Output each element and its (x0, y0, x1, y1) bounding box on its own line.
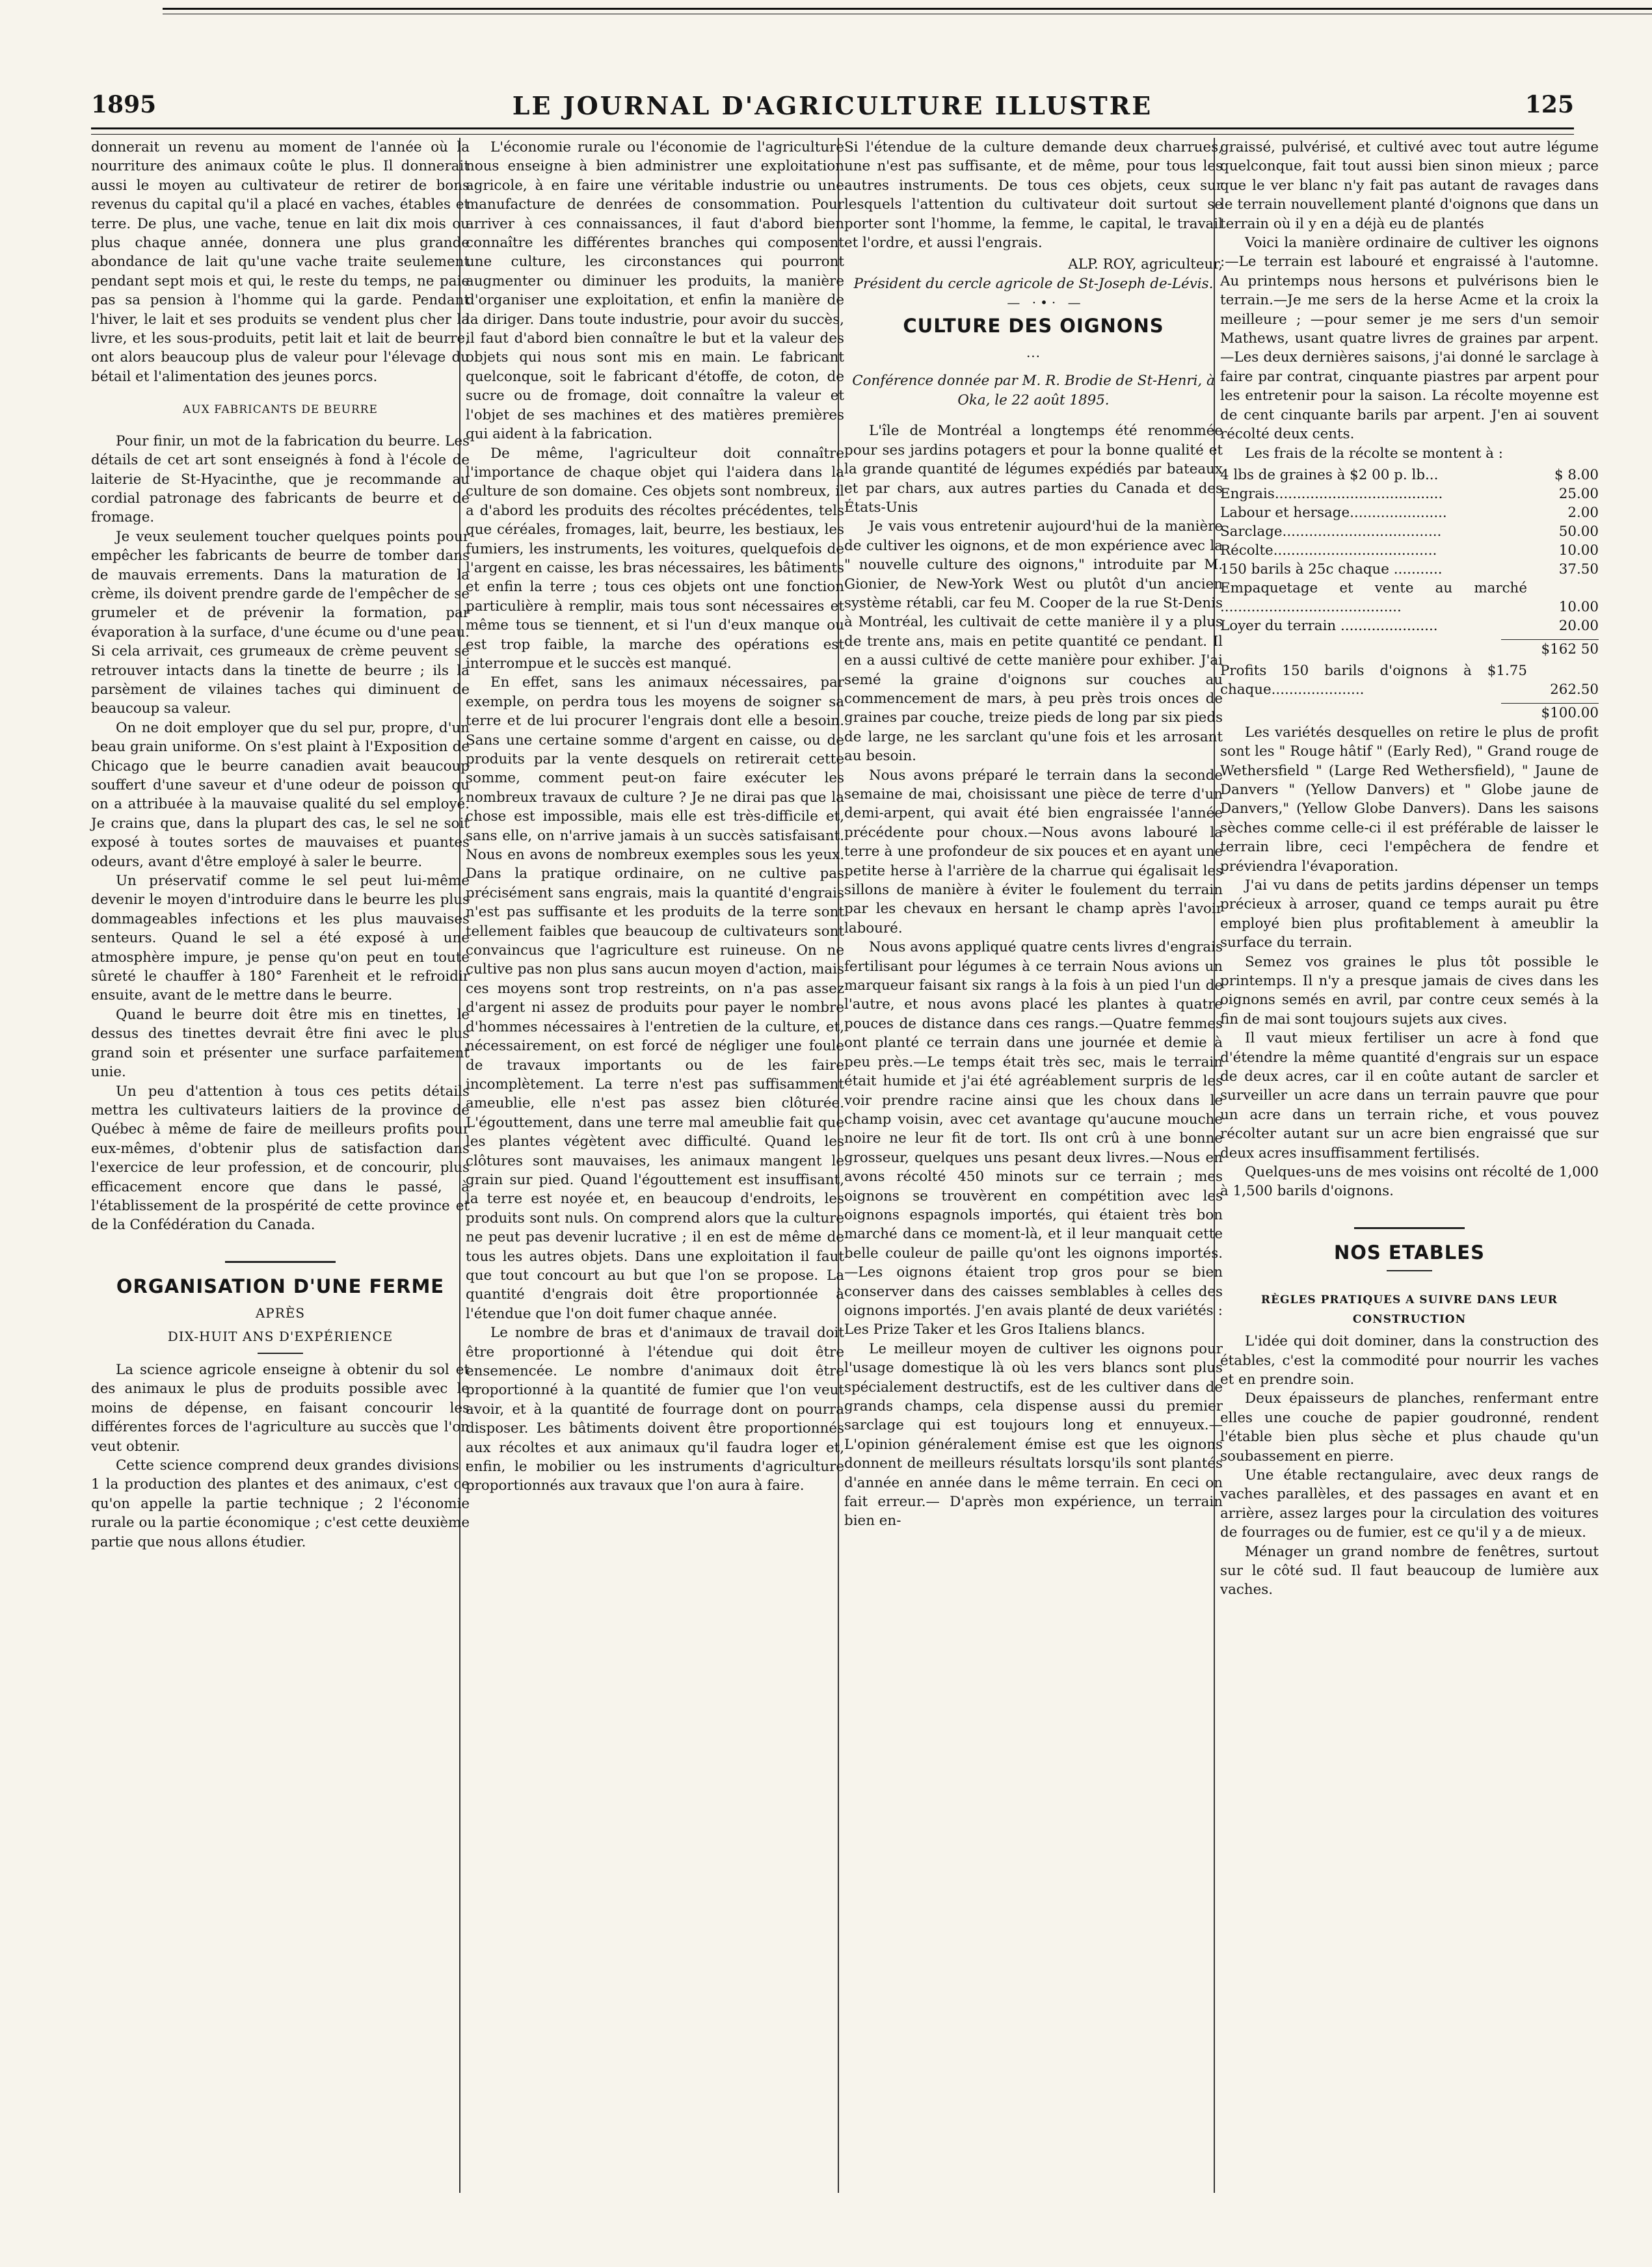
paragraph: Pour finir, un mot de la fabrication du beurre. Les détails de cet art sont enseignés à fond à l'école de laiterie de St-Hyacinthe, que je recommande au cordial patronage des fabricants de beurre et de fromage. (91, 432, 470, 526)
cost-label: Labour et hersage...................... (1220, 504, 1447, 521)
paragraph: Quelques-uns de mes voisins ont récolté de 1,000 à 1,500 barils d'oignons. (1220, 1164, 1599, 1200)
paragraph: J'ai vu dans de petits jardins dépenser un temps précieux à arroser, quand ce temps aurait pu être employé bien plus profitablement à ameublir la surface du terrain. (1220, 877, 1599, 951)
article-subheadline: RÈGLES PRATIQUES A SUIVRE DANS LEUR CONSTRUCTION (1260, 1293, 1558, 1326)
cost-label: Récolte..................................... (1220, 542, 1437, 559)
header-page-number: 125 (1525, 91, 1574, 118)
header-title: LE JOURNAL D'AGRICULTURE ILLUSTRE (512, 91, 1153, 120)
section-subhead: AUX FABRICANTS DE BEURRE (183, 403, 378, 417)
table-row (1220, 541, 1599, 560)
article-headline: ORGANISATION D'UNE FERME (116, 1275, 445, 1297)
table-row (1220, 484, 1599, 503)
article-headline: NOS ETABLES (1334, 1241, 1485, 1264)
net-total: $100.00 (1541, 705, 1599, 722)
paragraph: donnerait un revenu au moment de l'année où la nourriture des animaux coûte le plus. Il donnerait aussi le moyen au cultivateur de retirer de bons revenus du capital qu'il a placé en vaches, étables et terre. De plus, une vache, tenue en lait dix mois ou plus chaque année, donnera une plus grande abondance de lait qu'une vache traite seulement pendant sept mois et qui, le reste du temps, ne paie pas sa pension à l'homme qui la garde. Pendant l'hiver, le lait et ses produits se vendent plus cher la livre, et les sous-produits, petit lait et lait de beurre, ont alors beaucoup plus de valeur pour l'élevage du bétail et l'alimentation des jeunes porcs. (91, 139, 470, 385)
paragraph: Nous avons préparé le terrain dans la seconde semaine de mai, choisissant une pièce de terre d'un demi-arpent, qui avait été bien engraissée l'année précédente pour choux.—Nous avons labouré la terre à une profondeur de six pouces et en ayant une petite herse à l'arrière de la charrue qui égalisait les sillons de manière à éviter le foulement du terrain par les chevaux en hersant le champ après l'avoir labouré. (844, 767, 1223, 936)
cost-label: 4 lbs de graines à $2 00 p. lb... (1220, 466, 1439, 483)
paragraph: Il vaut mieux fertiliser un acre à fond que d'étendre la même quantité d'engrais sur un espace de deux acres, car il en coûte autant de sarcler et surveiller un acre dans un terrain pauvre que pour un acre dans un terrain riche, et vous pouvez récolter autant sur un acre bien engraissé que sur deux acres insuffisamment fertilisés. (1220, 1030, 1599, 1161)
paragraph: Le nombre de bras et d'animaux de travail doit être proportionné à l'étendue qui doit être ensemencée. Le nombre d'animaux doit être proportionné à la quantité de fumier que l'on veut avoir, et à la quantité de fourrage dont on pourra disposer. Les bâtiments doivent être proportionnés aux récoltes et aux animaux qu'il faudra loger et, enfin, le mobilier ou les instruments d'agriculture proportionnés aux travaux que l'on aura à faire. (466, 1325, 844, 1494)
cost-value: 50.00 (1558, 523, 1599, 540)
paragraph: Si l'étendue de la culture demande deux charrues, une n'est pas suffisante, et de même, pour tous les autres instruments. De tous ces objets, ceux sur lesquels l'attention du cultivateur doit surtout se porter sont l'homme, la femme, le capital, le travail et l'ordre, et aussi l'engrais. (844, 139, 1223, 252)
ornament-divider: — ·•· — (1007, 295, 1085, 311)
paragraph: Voici la manière ordinaire de cultiver les oignons :—Le terrain est labouré et engraissé à l'automne. Au printemps nous hersons et pulvérisons bien le terrain.—Je me sers de la herse Acme et la croix la meilleure ; —pour semer je me sers d'un semoir Mathews, usant quatre livres de graines par arpent.—Les deux dernières saisons, j'ai donné le sarclage à faire par contrat, cinquante piastres par arpent pour les entretenir pour la saison. La récolte moyenne est de cent cinquante barils par arpent. J'en ai souvent récolté deux cents. (1220, 235, 1599, 443)
cost-value: 10.00 (1558, 598, 1599, 615)
paragraph: Cette science comprend deux grandes divisions : 1 la production des plantes et des animaux, c'est ce qu'on appelle la partie technique ; 2 l'économie rurale ou la partie économique ; c'est cette deuxième partie que nous allons étudier. (91, 1457, 470, 1550)
cost-label: 150 barils à 25c chaque ........... (1220, 561, 1443, 577)
section-separator (1354, 1227, 1465, 1229)
column-3 (844, 138, 1223, 1531)
table-row (1220, 616, 1599, 635)
section-separator (225, 1261, 336, 1263)
paragraph: Le meilleur moyen de cultiver les oignons pour l'usage domestique là où les vers blancs sont plus spécialement destructifs, est de les cultiver dans de grands champs, cela dispense aussi du premier sarclage qui est toujours long et ennuyeux.—L'opinion généralement émise est que les oignons donnent de meilleurs résultats lorsqu'ils sont plantés d'année en année dans le même terrain. En ceci on fait erreur.— D'après mon expérience, un terrain bien en- (844, 1340, 1223, 1530)
signature-title: Président du cercle agricole de St-Joseph de-Lévis. (853, 275, 1214, 292)
table-row (1220, 503, 1599, 522)
table-row (1220, 560, 1599, 579)
cost-label: Engrais...................................... (1220, 485, 1443, 502)
paragraph: Quand le beurre doit être mis en tinettes, le dessus des tinettes devrait être fini avec le plus grand soin et présenter une surface parfaitement unie. (91, 1006, 470, 1081)
paragraph: Un peu d'attention à tous ces petits détails mettra les cultivateurs laitiers de la province de Québec à même de faire de meilleurs profits pour eux-mêmes, d'obtenir plus de satisfaction dans l'exercice de leur profession, et de concourir, plus efficacement encore que dans le passé, à l'établissement de la prospérité de cette province et de la Confédération du Canada. (91, 1083, 470, 1234)
column-1 (91, 138, 470, 1552)
article-byline: Conférence donnée par M. R. Brodie de St-Henri, à Oka, le 22 août 1895. (852, 373, 1215, 408)
column-4 (1220, 138, 1599, 1600)
paragraph: Les frais de la récolte se montent à : (1245, 445, 1503, 462)
paragraph: Je veux seulement toucher quelques points pour empêcher les fabricants de beurre de tomber dans de mauvais errements. Dans la maturation de la crème, ils doivent prendre garde de l'empêcher de se grumeler et de prévenir la formation, par évaporation à la surface, d'une écume ou d'une peau. Si cela arrivait, ces grumeaux de crème peuvent se retrouver intacts dans la tinette de beurre ; ils la parsèment de vilaines taches qui diminuent de beaucoup sa valeur. (91, 528, 470, 717)
signature-name: ALP. ROY, agriculteur, (1068, 256, 1223, 273)
header-rule (91, 127, 1574, 135)
paragraph: L'île de Montréal a longtemps été renommée pour ses jardins potagers et pour la bonne qualité et la grande quantité de légumes expédiés par bateaux et par chars, aux autres parties du Canada et des États-Unis (844, 423, 1223, 516)
profit-label: Profits 150 barils d'oignons à $1.75 chaque..................... (1220, 663, 1527, 698)
paragraph: graissé, pulvérisé, et cultivé avec tout autre légume quelconque, fait tout aussi bien sinon mieux ; parce que le ver blanc n'y fait pas autant de ravages dans le terrain nouvellement planté d'oignons que dans un terrain où il y en a déjà eu de plantés (1220, 139, 1599, 232)
paragraph: En effet, sans les animaux nécessaires, par exemple, on perdra tous les moyens de soigner sa terre et de lui procurer l'engrais dont elle a besoin. Sans une certaine somme d'argent en caisse, ou de produits par la vente desquels on retirerait cette somme, comment peut-on faire exécuter les nombreux travaux de culture ? Je ne dirai pas que la chose est impossible, mais elle est très-difficile et, sans elle, on n'arrive jamais à un succès satisfaisant. Nous en avons de nombreux exemples sous les yeux. Dans la pratique ordinaire, on ne cultive pas précisément sans engrais, mais la quantité d'engrais n'est pas suffisante et les produits de la terre sont tellement faibles que beaucoup de cultivateurs sont convaincus que l'agriculture est ruineuse. On ne cultive pas non plus sans aucun moyen d'action, mais ces moyens sont trop restreints, on n'a pas assez d'argent ni assez de produits pour payer le nombre d'hommes nécessaires à l'entretien de la culture, et, nécessairement, on est forcé de négliger une foule de travaux importants ou de les faire incomplètement. La terre n'est pas suffisamment ameublie, elle n'est pas assez bien clôturée. L'égouttement, dans une terre mal ameublie fait que les plantes végètent avec difficulté. Quand les clôtures sont mauvaises, les animaux mangent le grain sur pied. Quand l'égouttement est insuffisant, la terre est noyée et, en beaucoup d'endroits, les produits sont nuls. On comprend alors que la culture ne peut pas devenir lucrative ; il en est de même de tous les autres objets. Dans une exploitation il faut que tout concourt au but que l'on se propose. La quantité d'engrais doit être proportionnée à l'étendue que l'on doit fumer chaque année. (466, 674, 844, 1322)
table-row (1220, 661, 1599, 699)
cost-value: 2.00 (1567, 504, 1599, 521)
profit-value: 262.50 (1550, 682, 1599, 698)
table-row (1220, 522, 1599, 541)
cost-value: 10.00 (1558, 542, 1599, 559)
headline-mark: ... (1026, 345, 1041, 361)
paragraph: Deux épaisseurs de planches, renfermant entre elles une couche de papier goudronné, rendent l'étable bien plus sèche et plus chaude qu'un soubassement en pierre. (1220, 1390, 1599, 1465)
top-border-rule (163, 8, 1652, 14)
article-headline: CULTURE DES OIGNONS (903, 314, 1164, 337)
paragraph: Semez vos graines le plus tôt possible le printemps. Il n'y a presque jamais de cives dans les oignons semés en avril, par contre ceux semés à la fin de mai sont toujours sujets aux cives. (1220, 953, 1599, 1027)
page-header (91, 91, 1574, 130)
paragraph: On ne doit employer que du sel pur, propre, d'un beau grain uniforme. On s'est plaint à l'Exposition de Chicago que le beurre canadien avait beaucoup souffert d'une saveur et d'une odeur de poisson qu on a attribuée à la mauvaise qualité du sel employé. Je crains que, dans la plupart des cas, le sel ne soit exposé à toutes sortes de mauvaises et puantes odeurs, avant d'être employé à saler le beurre. (91, 719, 470, 870)
cost-value: 20.00 (1558, 617, 1599, 634)
cost-total: $162 50 (1541, 641, 1599, 657)
paragraph: La science agricole enseigne à obtenir du sol et des animaux le plus de produits possible avec le moins de dépense, en faisant concourir les différentes forces de l'agriculture au succès que l'on veut obtenir. (91, 1361, 470, 1455)
cost-value: 25.00 (1558, 485, 1599, 502)
paragraph: L'idée qui doit dominer, dans la construction des étables, c'est la commodité pour nourrir les vaches et en prendre soin. (1220, 1333, 1599, 1388)
article-headline-connector: APRÈS (255, 1305, 306, 1321)
profit-table (1220, 661, 1599, 699)
table-row (1220, 579, 1599, 616)
column-2 (466, 138, 844, 1496)
section-separator (1387, 1270, 1432, 1271)
paragraph: Je vais vous entretenir aujourd'hui de la manière de cultiver les oignons, et de mon expérience avec la " nouvelle culture des oignons," introduite par M. Gionier, de New-York West ou plutôt d'un ancien système rétabli, car feu M. Cooper de la rue St-Denis à Montréal, les cultivait de cette manière il y a plus de trente ans, mais en petite quantité ce pendant. Il en a aussi cultivé de cette manière pour exhiber. J'ai semé la graine d'oignons sur couches au commencement de mars, à peu près trois onces de graines par couche, treize pieds de long par six pieds de large, ne les sarclant qu'une fois et les arrosant au besoin. (844, 518, 1223, 765)
paragraph: De même, l'agriculteur doit connaître l'importance de chaque objet qui l'aidera dans la culture de son domaine. Ces objets sont nombreux, il a d'abord les produits des récoltes précédentes, tels que céréales, fromages, lait, beurre, les bestiaux, les fumiers, les instruments, les voitures, quelquefois de l'argent en caisse, les bras nécessaires, les bâtiments et enfin la terre ; tous ces objets ont une fonction particulière à remplir, mais tous sont nécessaires et même tous se tiennent, et si l'un d'eux manque ou est trop faible, la marche des opérations est interrompue et le succès est manqué. (466, 445, 844, 672)
cost-label: Empaquetage et vente au marché ......................................... (1220, 579, 1527, 615)
cost-table (1220, 466, 1599, 635)
paragraph: L'économie rurale ou l'économie de l'agriculture nous enseigne à bien administrer une exploitation agricole, à en faire une véritable industrie ou une manufacture de denrées de consommation. Pour arriver à ces connaissances, il faut d'abord bien connaître les différentes branches qui composent une culture, les circonstances qui pourront augmenter ou diminuer les produits, la manière d'organiser une exploitation, et enfin la manière de la diriger. Dans toute industrie, pour avoir du succès, il faut d'abord bien connaître le but et la valeur des objets qui nous sont mis en main. Le fabricant quelconque, soit le fabricant d'étoffe, de coton, de sucre ou de fromage, doit connaître la valeur et l'objet de ses machines et des matières premières qui aident à la fabrication. (466, 139, 844, 443)
section-separator (258, 1353, 303, 1354)
article-subheadline: DIX-HUIT ANS D'EXPÉRIENCE (167, 1328, 393, 1344)
cost-label: Loyer du terrain ...................... (1220, 617, 1438, 634)
cost-value: 37.50 (1558, 561, 1599, 577)
header-year: 1895 (91, 91, 157, 118)
paragraph: Nous avons appliqué quatre cents livres d'engrais fertilisant pour légumes à ce terrain Nous avions un marqueur faisant six rangs à la fois à un pied l'un de l'autre, et nous avons placé les plantes à quatre pouces de distance dans ces rangs.—Quatre femmes ont planté ce terrain dans une journée et demie à peu près.—Le temps était très sec, mais le terrain était humide et j'ai été agréablement surpris de les voir prendre racine ainsi que les choux dans le champ voisin, avec cet avantage qu'aucune mouche noire ne leur fit de tort. Ils ont crû à une bonne grosseur, quelques uns pesant deux livres.—Nous en avons récolté 450 minots sur ce terrain ; mes oignons se trouvèrent en compétition avec les oignons espagnols importés, qui étaient très bon marché dans ce moment-là, et il leur manquait cette belle couleur de paille qu'ont les oignons importés. —Les oignons étaient trop gros pour se bien conserver dans des caisses semblables à celles des oignons importés. J'en avais planté de deux variétés : Les Prize Taker et les Gros Italiens blancs. (844, 939, 1223, 1338)
cost-value: $ 8.00 (1554, 466, 1599, 483)
paragraph: Une étable rectangulaire, avec deux rangs de vaches parallèles, et des passages en avant et en arrière, assez larges pour la circulation des voitures de fourrages ou de fumier, est ce qu'il y a de mieux. (1220, 1466, 1599, 1541)
paragraph: Les variétés desquelles on retire le plus de profit sont les " Rouge hâtif " (Early Red), " Grand rouge de Wethersfield " (Large Red Wethersfield), " Jaune de Danvers " (Yellow Danvers) et " Globe jaune de Danvers," (Yellow Globe Danvers). Dans les saisons sèches comme celle-ci il est préférable de laisser le terrain libre, ceci l'empêchera de fendre et préviendra l'évaporation. (1220, 724, 1599, 875)
table-row (1220, 466, 1599, 484)
cost-label: Sarclage.................................... (1220, 523, 1442, 540)
paragraph: Ménager un grand nombre de fenêtres, surtout sur le côté sud. Il faut beaucoup de lumière aux vaches. (1220, 1543, 1599, 1598)
paragraph: Un préservatif comme le sel peut lui-même devenir le moyen d'introduire dans le beurre les plus dommageables infections et les plus mauvaises senteurs. Quand le sel a été exposé à une atmosphère impure, je pense qu'on peut en toute sûreté le chauffer à 180° Farenheit et le refroidir ensuite, avant de le mettre dans le beurre. (91, 873, 470, 1004)
